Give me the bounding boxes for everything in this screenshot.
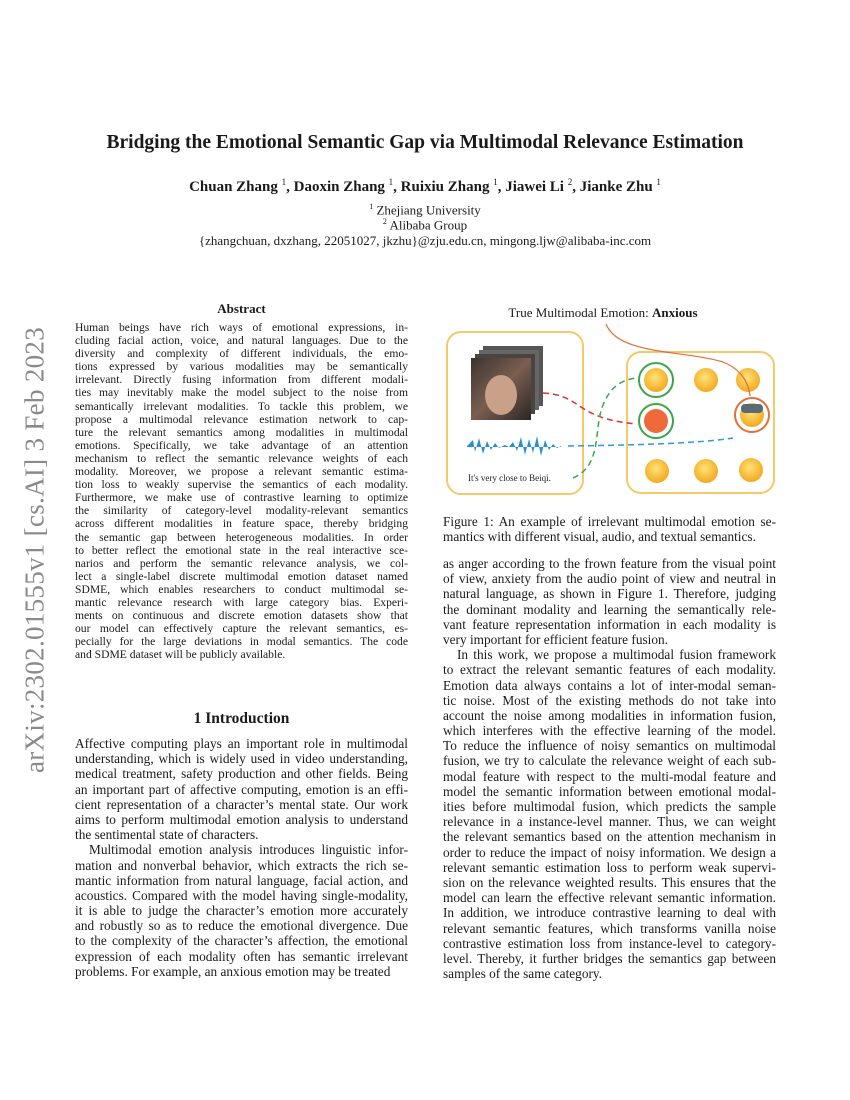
affiliation-number: 2 (382, 217, 387, 226)
text-line: the relevant semantics based on the attention mechanism in (443, 829, 776, 845)
text-line: understanding, which is widely used in video understanding, (75, 751, 408, 767)
author: Ruixiu Zhang (400, 179, 490, 195)
text-line: In this work, we propose a multimodal fusion framework (457, 647, 776, 663)
abstract-heading: Abstract (217, 301, 266, 316)
text-line: to better reflect the emotional state in the real interactive sce- (75, 543, 408, 557)
text-line: mantics with different visual, audio, and textual semantics. (443, 529, 756, 545)
text-line: semantically irrelevant modalities. To tackle this problem, we (75, 399, 408, 413)
author: Chuan Zhang (189, 179, 278, 195)
author-affiliation-mark: 2 (567, 177, 573, 187)
text-line: To reduce the influence of noisy semantics on multimodal (443, 738, 776, 754)
text-line: ture the relevant semantics among modalities in multimodal (75, 425, 408, 439)
author-affiliation-mark: 1 (493, 177, 498, 187)
text-line: Furthermore, we make use of contrastive learning to optimize (75, 491, 408, 505)
author-emails: {zhangchuan, dxzhang, 22051027, jkzhu}@zju.edu.cn, mingong.ljw@alibaba-inc.com (198, 233, 652, 248)
emotion-emoji-grid (639, 363, 769, 483)
neutral-emoji-icon (645, 459, 669, 483)
text-line: contrastive estimation loss from instance-level to category- (443, 935, 776, 951)
text-line: tion loss to weakly supervise the semantics of each modality. (75, 478, 408, 492)
text-line: propose a multimodal relevance estimation network to cap- (75, 412, 408, 426)
text-line: Multimodal emotion analysis introduces linguistic infor- (89, 842, 408, 858)
text-line: problems. For example, an anxious emotion may be treated (75, 963, 391, 979)
author-affiliation-mark: 1 (281, 177, 287, 187)
audio-waveform (467, 436, 561, 456)
text-line: the semantic gap between heterogeneous modalities. In order (75, 530, 408, 544)
text-line: vant feature representation information in each modality is (443, 616, 776, 632)
text-line: fusion, we try to calculate the relevance weight of each sub- (443, 753, 776, 769)
text-line: model can learn the effective relevant semantic information. (443, 890, 776, 906)
affiliation-number: 1 (369, 202, 374, 211)
figure-title: True Multimodal Emotion: Anxious (508, 305, 698, 320)
text-line: Affective computing plays an important role in multimodal (75, 736, 408, 751)
text-line: pecially for the large deviations in modal semantics. The code (75, 635, 408, 649)
author-list: Chuan Zhang $^1$, Daoxin Zhang $^1$, Ruixiu Zhang $^1$, Jiawei Li $^2$, Jianke Zhu $^1$ (189, 177, 661, 195)
text-line: model the semantic information between emotional modal- (443, 783, 776, 799)
text-line: the similarity of category-level modality-relevant semantics (75, 504, 408, 518)
text-line: SDME, which enables researchers to conduct multimodal se- (75, 582, 408, 596)
figure-1-caption (443, 514, 776, 544)
text-line: ties may inevitably make the model subject to the noise from (75, 386, 408, 400)
text-line: acoustics. Compared with the model having single-modality, (75, 887, 408, 903)
text-line: medical treatment, safety production and other fields. Being (75, 766, 408, 782)
text-line: it is able to judge the character’s emotion more accurately (75, 903, 408, 919)
text-line: relevance in a instance-level manner. Thus, we can weight (443, 814, 776, 830)
affiliation (0, 202, 850, 218)
author: Jiawei Li (505, 179, 564, 195)
text-line: natural language, as shown in Figure 1. Therefore, judging (443, 586, 776, 602)
text-line: our model can effectively capture the relevant semantics, es- (75, 622, 408, 636)
laughing-emoji-icon (694, 368, 718, 392)
introduction-body (75, 736, 408, 979)
text-line: to extract the relevant semantic features of each modality. (443, 662, 776, 678)
text-line: very important for efficient feature fusion. (443, 631, 668, 647)
text-line: mation and nonverbal behavior, which extracts the rich se- (75, 857, 408, 873)
text-line: order to reduce the impact of noisy information. We design a (443, 844, 776, 860)
affiliation-name: Alibaba Group (389, 217, 468, 233)
text-line: level. Thereby, it further bridges the semantics gap between (443, 950, 776, 966)
text-line: modality. Moreover, we propose a relevant semantic estima- (75, 465, 408, 479)
text-line: cient representation of a character’s mental state. Our work (75, 796, 408, 812)
angry-emoji-icon (644, 409, 668, 433)
text-line: samples of the same category. (443, 966, 603, 982)
fear-emoji-icon (694, 459, 718, 483)
text-line: and SDME dataset will be publicly available. (75, 648, 286, 662)
text-line: ments on continuous and discrete emotion datasets show that (75, 609, 408, 623)
text-line: aims to perform multimodal emotion analysis to understand (75, 811, 408, 827)
abstract-body (75, 321, 408, 661)
introduction-body-continued (443, 556, 776, 981)
text-line: tic noise. Most of the existing methods do not take into (443, 692, 776, 708)
figure-1 (443, 300, 783, 505)
text-line: and robustly so as to reduce the emotional divergence. Due (75, 918, 408, 934)
text-line: to the complexity of the character’s affection, the emotional (75, 933, 408, 949)
disgust-emoji-icon (739, 458, 763, 482)
text-line: In addition, we introduce contrastive learning to deal with (443, 905, 776, 921)
text-line: which interferes with the effective learning of the model. (443, 723, 776, 739)
arxiv-identifier-stamp: arXiv:2302.01555v1 [cs.AI] 3 Feb 2023 (19, 326, 50, 774)
text-line: as anger according to the frown feature from the visual point (443, 556, 776, 571)
text-line: mantic information from natural language, facial action, and (75, 872, 408, 888)
text-line: mechanism to reflect the semantic relevance weights of each (75, 451, 408, 465)
text-line: account the noise among modalities in information fusion, (443, 707, 776, 723)
happy-emoji-icon (644, 368, 668, 392)
text-line: the dominant modality and learning the semantically rele- (443, 601, 776, 617)
affiliation-name: Zhejiang University (376, 202, 481, 218)
text-line: narios and perform the semantic relevance analysis, we col- (75, 556, 408, 570)
audio-to-anxious-arrow (568, 438, 733, 446)
text-line: expression of each modality often has semantic irrelevant (75, 948, 408, 964)
figure-1-illustration (443, 300, 783, 505)
video-frames-image (471, 346, 543, 420)
text-line: modal feature with respect to the multi-modal feature and (443, 768, 776, 784)
text-line: Human beings have rich ways of emotional expressions, in- (75, 321, 408, 334)
author: Jianke Zhu (579, 179, 653, 195)
paper-title: Bridging the Emotional Semantic Gap via Multimodal Relevance Estimation (106, 132, 744, 153)
text-line: relevant semantic features, which transforms vanilla noise (443, 920, 776, 936)
text-line: of view, anxiety from the audio point of view and neutral in (443, 571, 776, 587)
section-heading-introduction: 1 Introduction (193, 710, 290, 727)
text-line: across different modalities in feature space, thereby bridging (75, 517, 408, 531)
text-line: diversity and complexity of different individuals, the emo- (75, 347, 408, 361)
visual-to-angry-arrow (543, 393, 636, 424)
text-line: mantic relevance research with large category bias. Experi- (75, 595, 408, 609)
text-line: irrelevant. Directly fusing information from different modali- (75, 373, 408, 387)
text-line: Figure 1: An example of irrelevant multimodal emotion se- (443, 514, 776, 529)
text-line: cluding facial action, voice, and natural languages. Due to the (75, 334, 408, 348)
text-line: an important part of affective computing, emotion is an effi- (75, 781, 408, 797)
author-affiliation-mark: 1 (656, 177, 661, 187)
text-line: relevant semantic estimation loss to perform weak supervi- (443, 859, 776, 875)
text-line: emotions. Specifically, we take advantage of an attention (75, 438, 408, 452)
author-affiliation-mark: 1 (388, 177, 394, 187)
author: Daoxin Zhang (293, 179, 385, 195)
affiliation (0, 217, 850, 233)
text-line: lect a single-label discrete multimodal emotion dataset named (75, 569, 408, 583)
text-line: sion on the relevance weighted results. This ensures that the (443, 874, 776, 890)
text-line: Emotion data always contains a lot of inter-modal seman- (443, 677, 776, 693)
text-line: ities before multimodal fusion, which predicts the sample (443, 799, 776, 814)
text-line: tions expressed by various modalities may be semantically (75, 360, 408, 374)
text-line: the sentimental state of characters. (75, 827, 259, 843)
transcript-text: It's very close to Beiqi. (468, 473, 551, 483)
